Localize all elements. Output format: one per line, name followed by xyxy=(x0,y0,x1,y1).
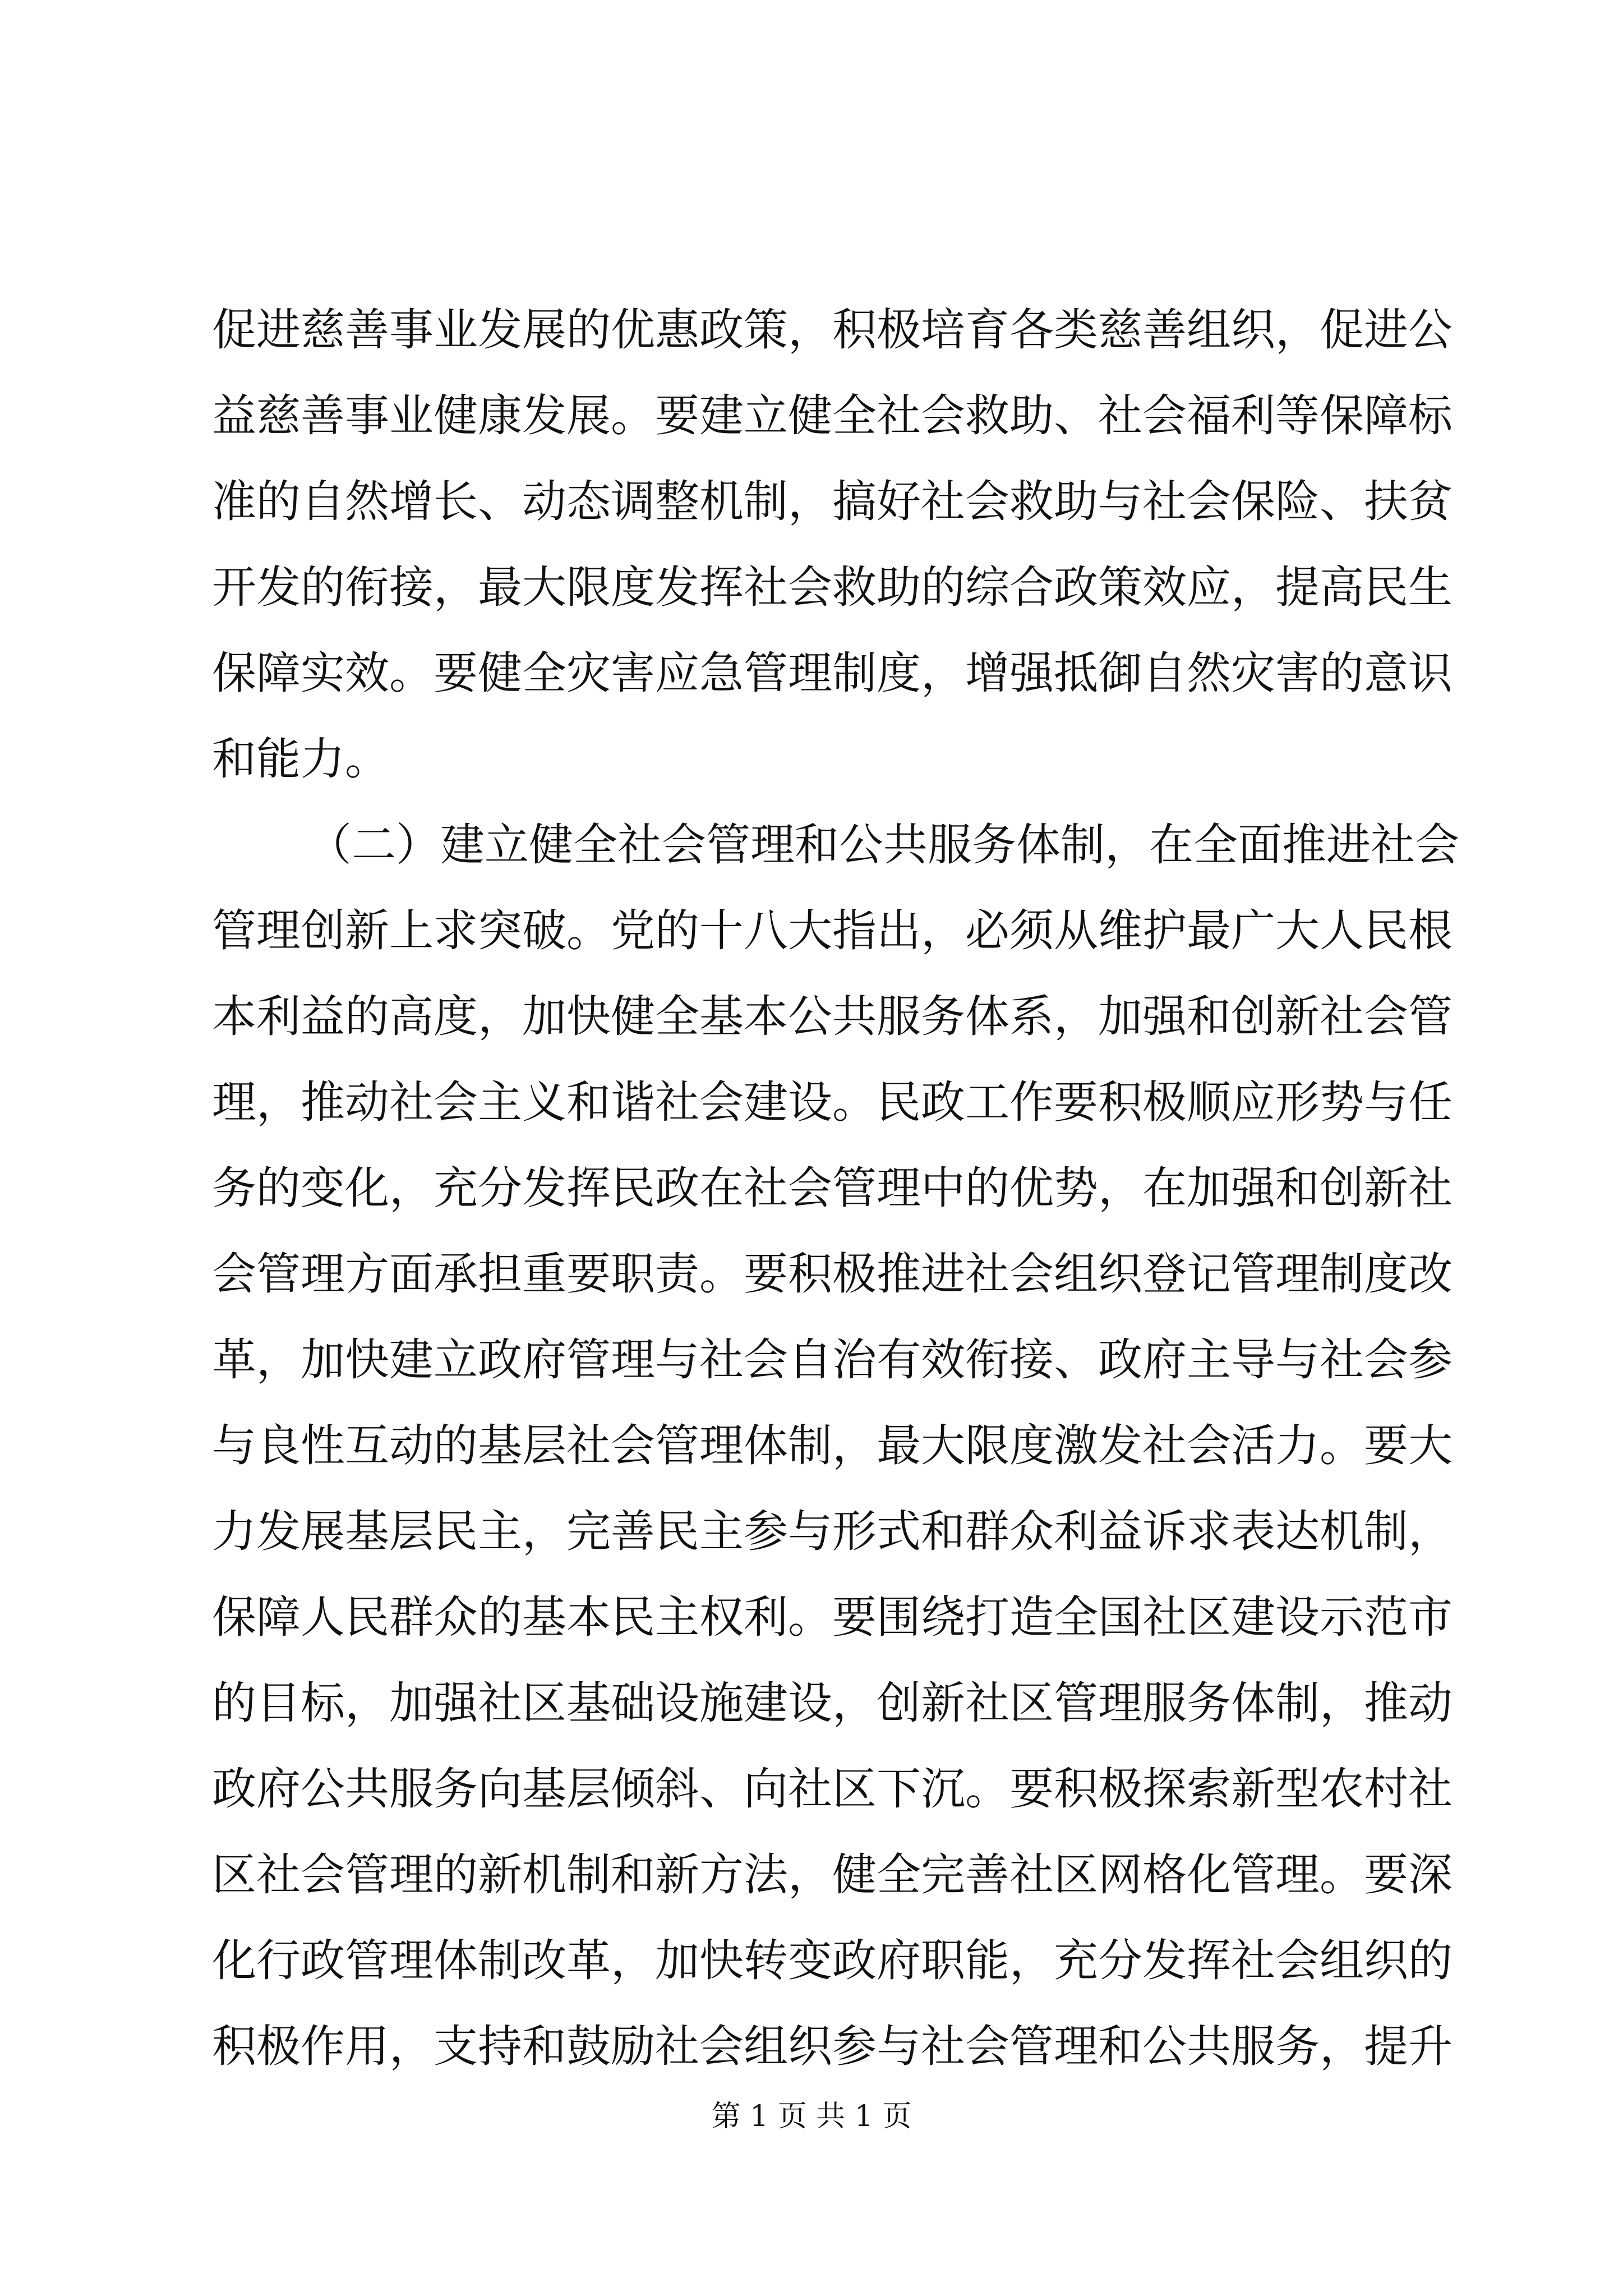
text-line: 保障实效。要健全灾害应急管理制度，增强抵御自然灾害的意识 xyxy=(212,647,1453,699)
text-line: 力发展基层民主，完善民主参与形式和群众利益诉求表达机制， xyxy=(212,1506,1453,1557)
text-line: 与良性互动的基层社会管理体制，最大限度激发社会活力。要大 xyxy=(212,1420,1453,1471)
text-line: 积极作用，支持和鼓励社会组织参与社会管理和公共服务，提升 xyxy=(212,2021,1453,2072)
text-line: 开发的衔接，最大限度发挥社会救助的综合政策效应，提高民生 xyxy=(212,562,1453,613)
paragraph-heading-line: （二）建立健全社会管理和公共服务体制，在全面推进社会 xyxy=(307,819,1459,871)
text-line: 益慈善事业健康发展。要建立健全社会救助、社会福利等保障标 xyxy=(212,390,1453,441)
text-line: 区社会管理的新机制和新方法，健全完善社区网格化管理。要深 xyxy=(212,1849,1453,1901)
text-line: 革，加快建立政府管理与社会自治有效衔接、政府主导与社会参 xyxy=(212,1334,1453,1386)
text-line: 会管理方面承担重要职责。要积极推进社会组织登记管理制度改 xyxy=(212,1248,1453,1300)
text-line: 保障人民群众的基本民主权利。要围绕打造全国社区建设示范市 xyxy=(212,1591,1453,1643)
text-line: 务的变化，充分发挥民政在社会管理中的优势，在加强和创新社 xyxy=(212,1162,1453,1214)
text-line: 本利益的高度，加快健全基本公共服务体系，加强和创新社会管 xyxy=(212,991,1453,1042)
text-line: 政府公共服务向基层倾斜、向社区下沉。要积极探索新型农村社 xyxy=(212,1763,1453,1815)
text-line: 准的自然增长、动态调整机制，搞好社会救助与社会保险、扶贫 xyxy=(212,476,1453,527)
text-line: 理，推动社会主义和谐社会建设。民政工作要积极顺应形势与任 xyxy=(212,1076,1453,1128)
text-line: 的目标，加强社区基础设施建设，创新社区管理服务体制，推动 xyxy=(212,1677,1453,1729)
text-line: 促进慈善事业发展的优惠政策，积极培育各类慈善组织，促进公 xyxy=(212,304,1453,356)
page-footer: 第 1 页 共 1 页 xyxy=(711,2100,912,2133)
text-line: 管理创新上求突破。党的十八大指出，必须从维护最广大人民根 xyxy=(212,905,1453,956)
text-line: 化行政管理体制改革，加快转变政府职能，充分发挥社会组织的 xyxy=(212,1935,1453,1986)
text-line: 和能力。 xyxy=(212,733,389,785)
